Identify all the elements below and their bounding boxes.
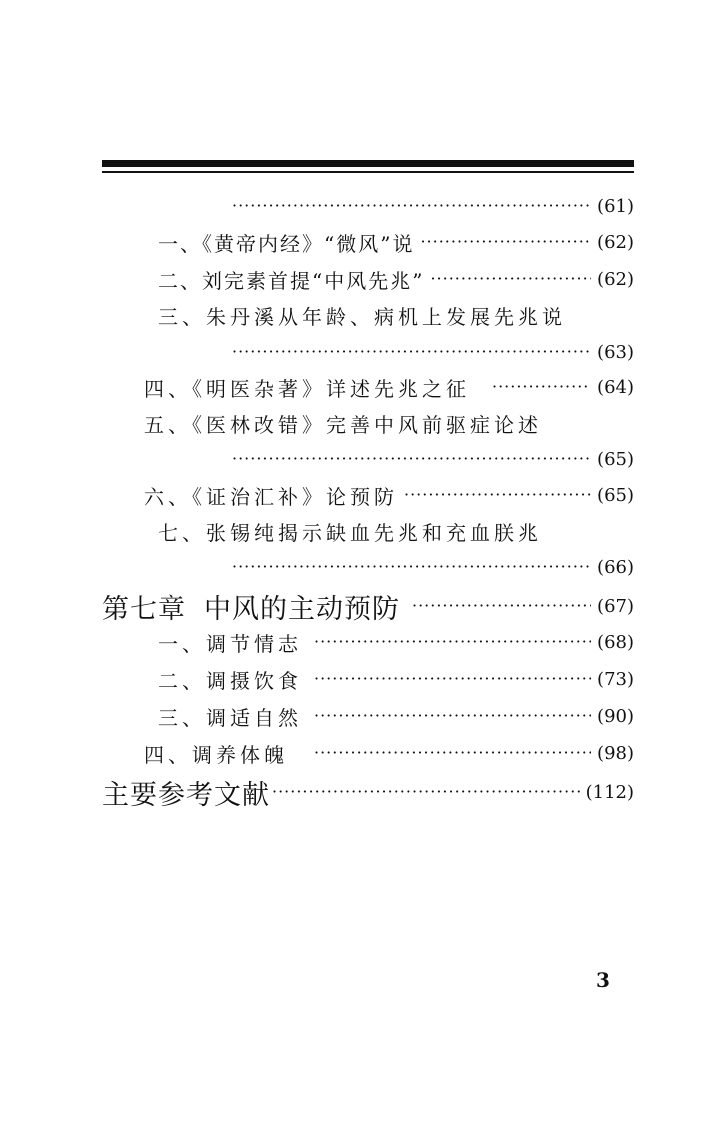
chapter-title: 中风的主动预防 <box>204 593 400 625</box>
dot-leader <box>430 271 591 287</box>
dot-leader <box>314 708 591 724</box>
page-ref: (61) <box>597 195 634 217</box>
entry-title: 一、《黄帝内经》“微风”说 <box>158 231 415 256</box>
dot-leader <box>314 745 591 761</box>
entry-title: 四、《明医杂著》详述先兆之征 <box>144 376 470 401</box>
page-ref: (64) <box>597 376 634 398</box>
section-title: 一、调节情志 <box>158 631 302 656</box>
page-ref: (98) <box>597 742 634 764</box>
toc-entry-continuation[interactable] <box>232 334 634 370</box>
toc-entry-continuation[interactable] <box>232 549 634 585</box>
page-ref: (67) <box>597 595 634 617</box>
page-ref: (62) <box>597 268 634 290</box>
page-number: 3 <box>596 968 610 992</box>
dot-leader <box>272 784 580 800</box>
toc-section[interactable] <box>158 624 634 660</box>
page-ref: (66) <box>597 556 634 578</box>
toc-entry-continuation[interactable] <box>232 441 634 477</box>
dot-leader <box>492 379 591 395</box>
dot-leader <box>314 634 591 650</box>
dot-leader <box>412 598 591 614</box>
dot-leader <box>232 451 591 467</box>
toc-entry[interactable] <box>144 405 634 441</box>
entry-title: 五、《医林改错》完善中风前驱症论述 <box>144 412 542 437</box>
section-title: 三、调适自然 <box>158 705 302 730</box>
header-rule-thick <box>102 160 634 167</box>
dot-leader <box>232 198 591 214</box>
page-ref: (73) <box>597 668 634 690</box>
toc-entry[interactable] <box>144 477 634 513</box>
chapter-label: 第七章 <box>102 593 186 625</box>
page-ref: (90) <box>597 705 634 727</box>
section-title: 四、调养体魄 <box>144 742 288 767</box>
references-heading[interactable] <box>102 772 634 812</box>
page-ref: (63) <box>597 341 634 363</box>
references-title: 主要参考文献 <box>102 779 270 811</box>
toc-entry[interactable] <box>158 261 634 297</box>
chapter-heading[interactable] <box>102 586 634 626</box>
section-title: 二、调摄饮食 <box>158 668 302 693</box>
toc-section[interactable] <box>144 735 634 771</box>
toc-entry[interactable] <box>158 513 634 549</box>
dot-leader <box>232 344 591 360</box>
dot-leader <box>420 234 591 250</box>
toc-entry[interactable] <box>158 224 634 260</box>
page-ref: (65) <box>597 484 634 506</box>
entry-title: 六、《证治汇补》论预防 <box>144 484 398 509</box>
dot-leader <box>314 671 591 687</box>
dot-leader <box>404 487 591 503</box>
toc-entry[interactable] <box>158 297 634 333</box>
dot-leader <box>232 559 591 575</box>
toc-entry[interactable] <box>144 369 634 405</box>
toc-entry[interactable] <box>232 188 634 224</box>
page-ref: (112) <box>585 781 634 803</box>
entry-title: 七、张锡纯揭示缺血先兆和充血朕兆 <box>158 520 542 545</box>
page-ref: (62) <box>597 231 634 253</box>
page-ref: (65) <box>597 448 634 470</box>
entry-title: 三、朱丹溪从年龄、病机上发展先兆说 <box>158 304 566 329</box>
toc-section[interactable] <box>158 698 634 734</box>
entry-title: 二、刘完素首提“中风先兆” <box>158 268 425 293</box>
toc-section[interactable] <box>158 661 634 697</box>
page-ref: (68) <box>597 631 634 653</box>
header-rule-thin <box>102 171 634 173</box>
